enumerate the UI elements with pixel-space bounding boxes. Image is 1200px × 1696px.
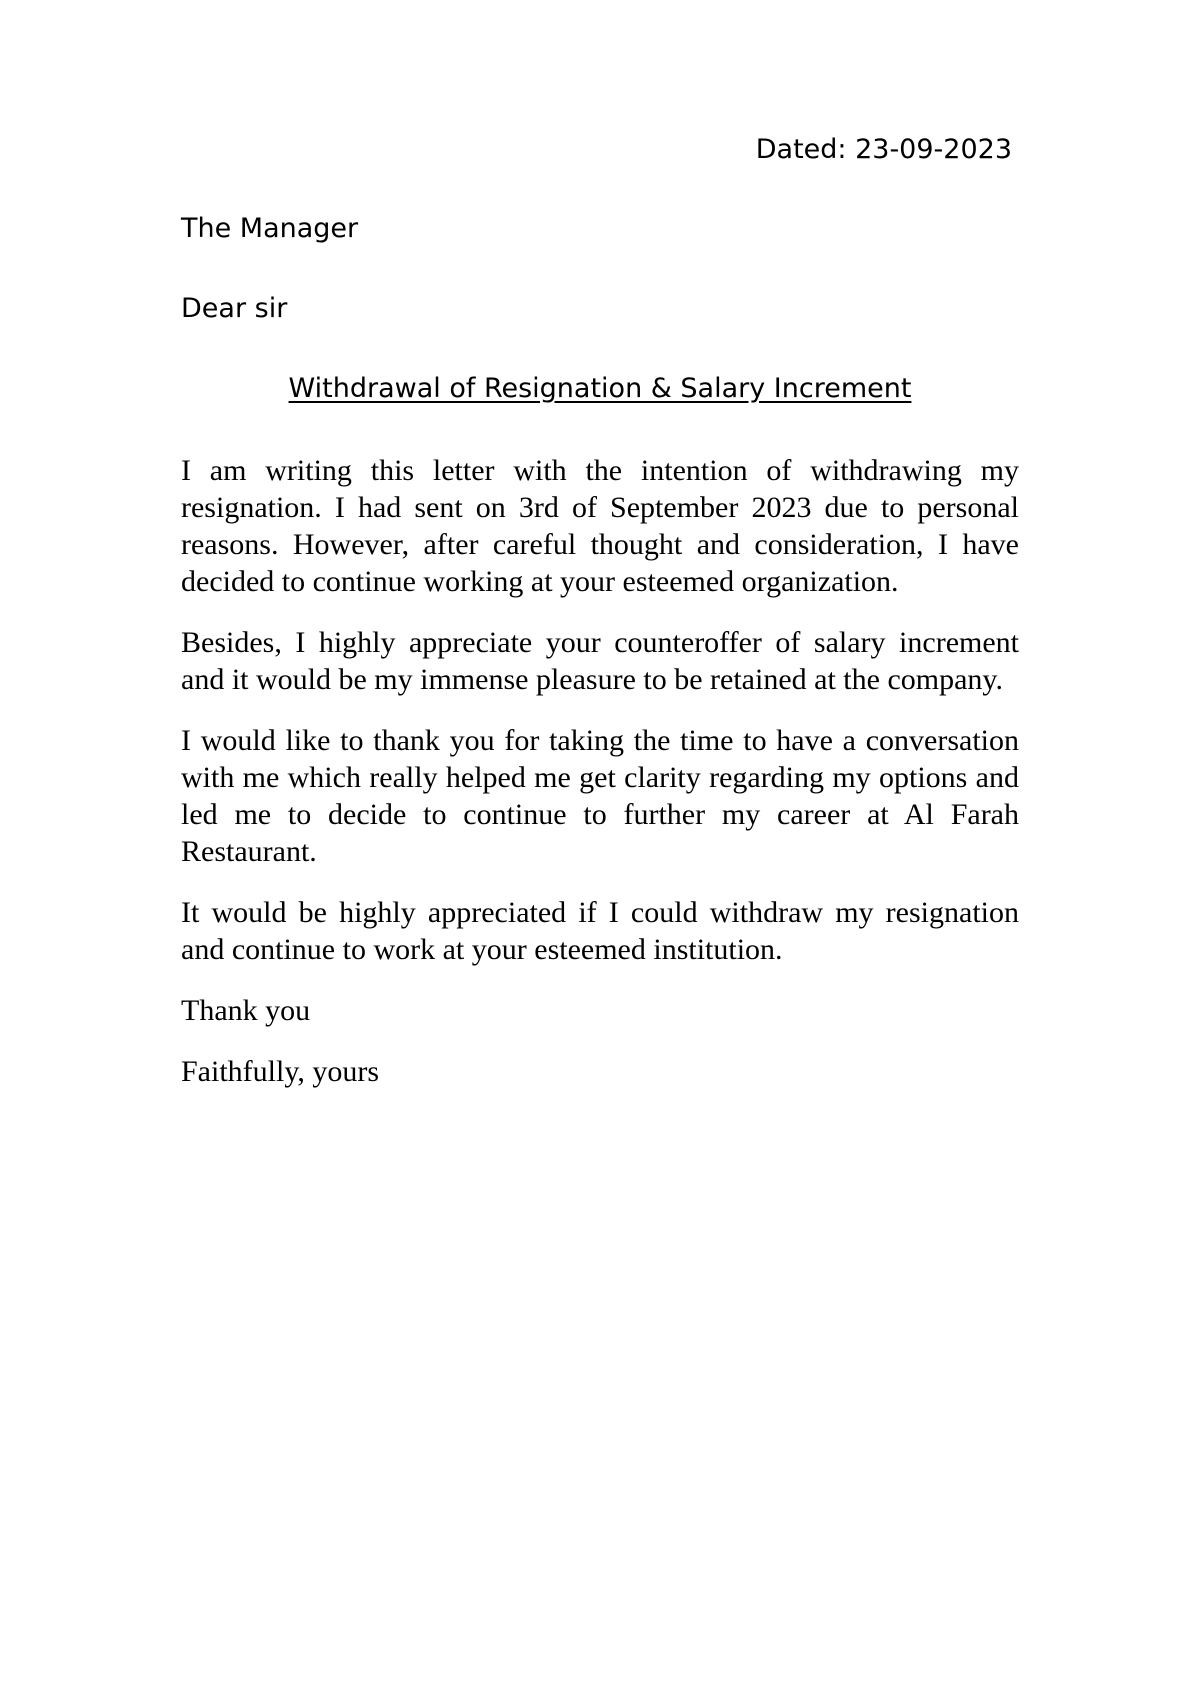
salutation: Dear sir	[181, 293, 288, 324]
body-paragraph: I would like to thank you for taking the time to have a conversation with me which really helped me get clarity regarding my options and led me to decide to continue to further my career at Al Farah Restaurant.	[181, 724, 1019, 868]
body-paragraph: I am writing this letter with the intention of withdrawing my resignation. I had sent on 3rd of September 2023 due to personal reasons. However, after careful thought and consideration, I have decided to continue working at your esteemed organization.	[181, 454, 1019, 598]
body-paragraph: It would be highly appreciated if I could withdraw my resignation and continue to work at your esteemed institution.	[181, 896, 1019, 966]
thanks-line: Thank you	[181, 994, 311, 1027]
letter-body	[181, 452, 1019, 1114]
sign-off: Faithfully, yours	[181, 1055, 380, 1088]
subject-heading: Withdrawal of Resignation & Salary Increment	[288, 373, 912, 404]
recipient: The Manager	[181, 213, 359, 244]
date-line: Dated: 23-09-2023	[755, 134, 1012, 165]
body-paragraph: Besides, I highly appreciate your counteroffer of salary increment and it would be my immense pleasure to be retained at the company.	[181, 626, 1019, 696]
